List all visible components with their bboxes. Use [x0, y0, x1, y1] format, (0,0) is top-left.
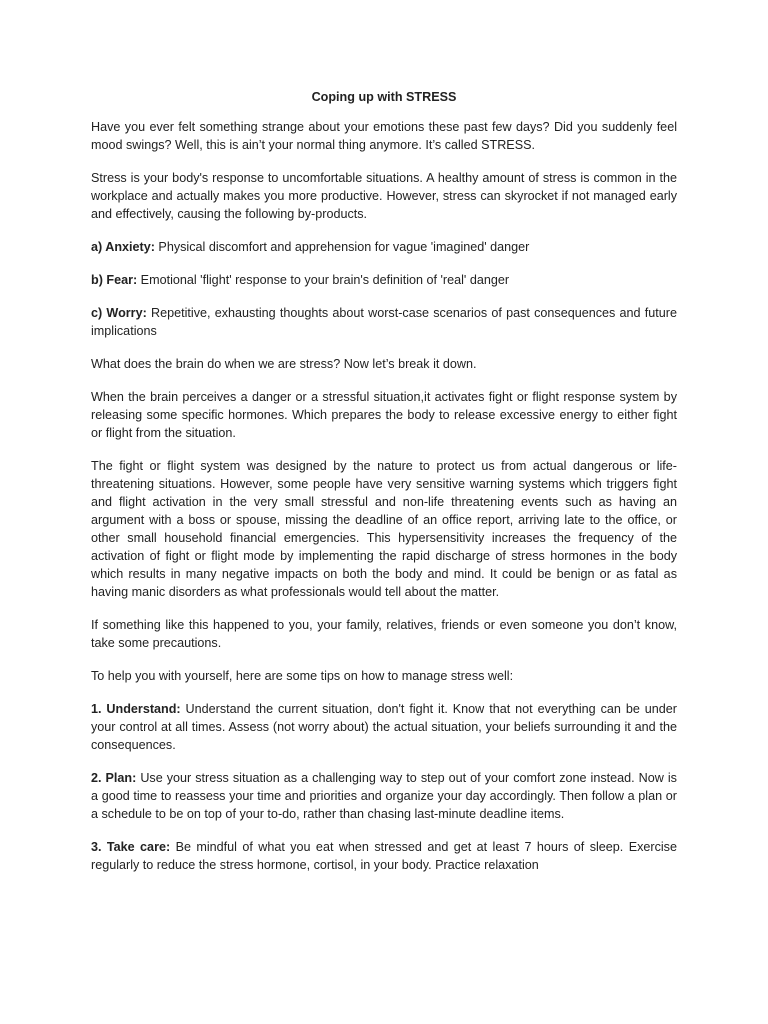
anxiety-item [91, 238, 677, 256]
fear-text: Emotional 'flight' response to your brain's definition of 'real' danger [137, 273, 510, 287]
document-body [91, 88, 677, 889]
stress-definition-paragraph: Stress is your body's response to uncomfortable situations. A healthy amount of stress is common in the workplace and actually makes you more productive. However, stress can skyrocket if not managed early and effectively, causing the following by-products. [91, 171, 677, 221]
brain-response-paragraph: When the brain perceives a danger or a stressful situation,it activates fight or flight response system by releasing some specific hormones. Which prepares the body to release excessive energy to either fight or flight from the situation. [91, 390, 677, 440]
document-title: Coping up with STRESS [311, 90, 457, 104]
fear-item [91, 271, 677, 289]
tip-take-care [91, 838, 677, 874]
worry-item [91, 304, 677, 340]
tip-plan-label: 2. Plan: [91, 771, 137, 785]
tip-understand-label: 1. Understand: [91, 702, 181, 716]
tip-understand-text: Understand the current situation, don't fight it. Know that not everything can be under your control at all times. Assess (not worry about) the actual situation, your beliefs surrounding it and the consequences. [91, 702, 677, 752]
tip-plan [91, 769, 677, 823]
tip-take-care-text: Be mindful of what you eat when stressed and get at least 7 hours of sleep. Exercise regularly to reduce the stress hormone, cortisol, in your body. Practice relaxation [91, 840, 677, 872]
brain-question-paragraph: What does the brain do when we are stress? Now let’s break it down. [91, 357, 477, 371]
worry-text: Repetitive, exhausting thoughts about worst-case scenarios of past consequences and future implications [91, 306, 677, 338]
worry-label: c) Worry: [91, 306, 147, 320]
tip-plan-text: Use your stress situation as a challenging way to step out of your comfort zone instead. Now is a good time to reassess your time and priorities and organize your day accordingly. Then follow a plan or a schedule to be on top of your to-do, rather than chasing last-minute deadline items. [91, 771, 677, 821]
intro-paragraph: Have you ever felt something strange about your emotions these past few days? Did you suddenly feel mood swings? Well, this is ain’t your normal thing anymore. It’s called STRESS. [91, 120, 677, 152]
tips-intro-paragraph: To help you with yourself, here are some tips on how to manage stress well: [91, 669, 514, 683]
anxiety-label: a) Anxiety: [91, 240, 155, 254]
tip-understand [91, 700, 677, 754]
anxiety-text: Physical discomfort and apprehension for vague 'imagined' danger [154, 240, 530, 254]
fear-label: b) Fear: [91, 273, 138, 287]
precautions-paragraph: If something like this happened to you, your family, relatives, friends or even someone you don’t know, take some precautions. [91, 618, 677, 650]
fight-flight-paragraph: The fight or flight system was designed by the nature to protect us from actual dangerous or life-threatening situations. However, some people have very sensitive warning systems which triggers fight and flight activation in the very small stressful and non-life threatening events such as having an argument with a boss or spouse, missing the deadline of an office report, arriving late to the office, or other small household financial emergencies. This hypersensitivity increases the frequency of the activation of fight or flight mode by implementing the rapid discharge of stress hormones in the body which results in many negative impacts on both the body and mind. It could be benign or as fatal as having manic disorders as what professionals would tell about the matter. [91, 459, 677, 599]
tip-take-care-label: 3. Take care: [91, 840, 171, 854]
